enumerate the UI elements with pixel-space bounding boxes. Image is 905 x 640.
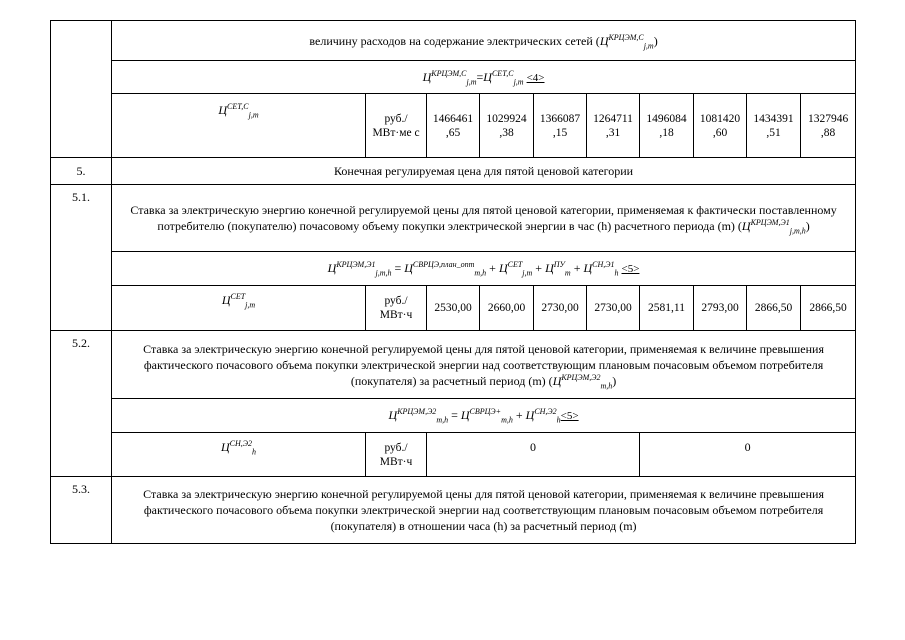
item-number: 5.2. xyxy=(51,331,112,477)
footnote-link[interactable]: <5> xyxy=(621,263,640,275)
item-number: 5.3. xyxy=(51,477,112,544)
value-cell: 1366087 ,15 xyxy=(534,94,587,158)
value-cell: 2730,00 xyxy=(534,286,587,331)
parameter-cell: $Ц^{СЕТ}_{j,m}$ xyxy=(112,286,366,331)
table-row xyxy=(51,21,856,61)
parameter-cell: $Ц^{СЕТ,С}_{j,m}$ xyxy=(112,94,366,158)
formula-cell: $Ц^{КРЦЭМ,Э2}_{m,h} = Ц^{СВРЦЭ+}_{m,h} + Ц^{СН,Э2}_h<5>$ xyxy=(112,399,856,433)
description-cell: Ставка за электрическую энергию конечной регулируемой цены для пятой ценовой категории, применяемая к фактически поставленному потребителю (покупателю) почасовому объему покупки электрической энергии в час (h) расчетного периода (m) $(Ц^{КРЦЭМ,Э1}_{j,m,h})$ xyxy=(112,185,856,252)
value-cell: 2530,00 xyxy=(427,286,480,331)
value-cell: 1029924 ,38 xyxy=(480,94,534,158)
tariff-table xyxy=(50,20,856,544)
formula-cell: $Ц^{КРЦЭМ,Э1}_{j,m,h} = Ц^{СВРЦЭ,план\_опт}_{m,h} + Ц^{СЕТ}_{j,m} + Ц^{ПУ}_m + Ц^{СН,Э1}_h <5>$ xyxy=(112,252,856,286)
value-cell: 2866,50 xyxy=(801,286,856,331)
value-cell: 2793,00 xyxy=(694,286,747,331)
value-cell: 1466461 ,65 xyxy=(427,94,480,158)
table-row xyxy=(51,61,856,94)
item-number: 5.1. xyxy=(51,185,112,331)
unit-cell: руб./ МВт·ч xyxy=(366,433,427,477)
value-cell: 1327946 ,88 xyxy=(801,94,856,158)
value-cell: 2730,00 xyxy=(587,286,640,331)
table-row xyxy=(51,252,856,286)
table-row xyxy=(51,158,856,185)
description-cell: Ставка за электрическую энергию конечной регулируемой цены для пятой ценовой категории, применяемая к величине превышения фактического почасового объема покупки электрической энергии над соответствующим плановым почасовым объемом потребителя (покупателя) в отношении часа (h) за расчетный период (m) xyxy=(112,477,856,544)
table-row xyxy=(51,185,856,252)
description-cell: величину расходов на содержание электрических сетей $(Ц^{КРЦЭМ,С}_{j,m})$ xyxy=(112,21,856,61)
number-cell-empty xyxy=(51,21,112,158)
footnote-link[interactable]: <5> xyxy=(560,410,579,422)
unit-cell: руб./ МВт·ме с xyxy=(366,94,427,158)
table-row xyxy=(51,331,856,399)
unit-cell: руб./ МВт·ч xyxy=(366,286,427,331)
section-number: 5. xyxy=(51,158,112,185)
parameter-cell: $Ц^{СН,Э2}_h$ xyxy=(112,433,366,477)
value-cell: 0 xyxy=(427,433,640,477)
value-cell: 1264711 ,31 xyxy=(587,94,640,158)
table-row xyxy=(51,94,856,158)
section-title: Конечная регулируемая цена для пятой ценовой категории xyxy=(112,158,856,185)
value-cell: 2866,50 xyxy=(747,286,801,331)
value-cell: 1434391 ,51 xyxy=(747,94,801,158)
description-cell: Ставка за электрическую энергию конечной регулируемой цены для пятой ценовой категории, применяемая к величине превышения фактического почасового объема покупки электрической энергии над соответствующим плановым почасовым объемом потребителя (покупателя) за расчетный период (m) $(Ц^{КРЦЭМ,Э2}_{m,h})$ xyxy=(112,331,856,399)
footnote-link[interactable]: <4> xyxy=(526,71,545,84)
value-cell: 0 xyxy=(640,433,856,477)
table-row xyxy=(51,433,856,477)
table-row xyxy=(51,286,856,331)
value-cell: 1081420 ,60 xyxy=(694,94,747,158)
table-row xyxy=(51,399,856,433)
value-cell: 2660,00 xyxy=(480,286,534,331)
value-cell: 1496084 ,18 xyxy=(640,94,694,158)
value-cell: 2581,11 xyxy=(640,286,694,331)
formula-cell: $Ц^{КРЦЭМ,С}_{j,m}=Ц^{СЕТ,С}_{j,m} <4>$ xyxy=(112,61,856,94)
table-row xyxy=(51,477,856,544)
